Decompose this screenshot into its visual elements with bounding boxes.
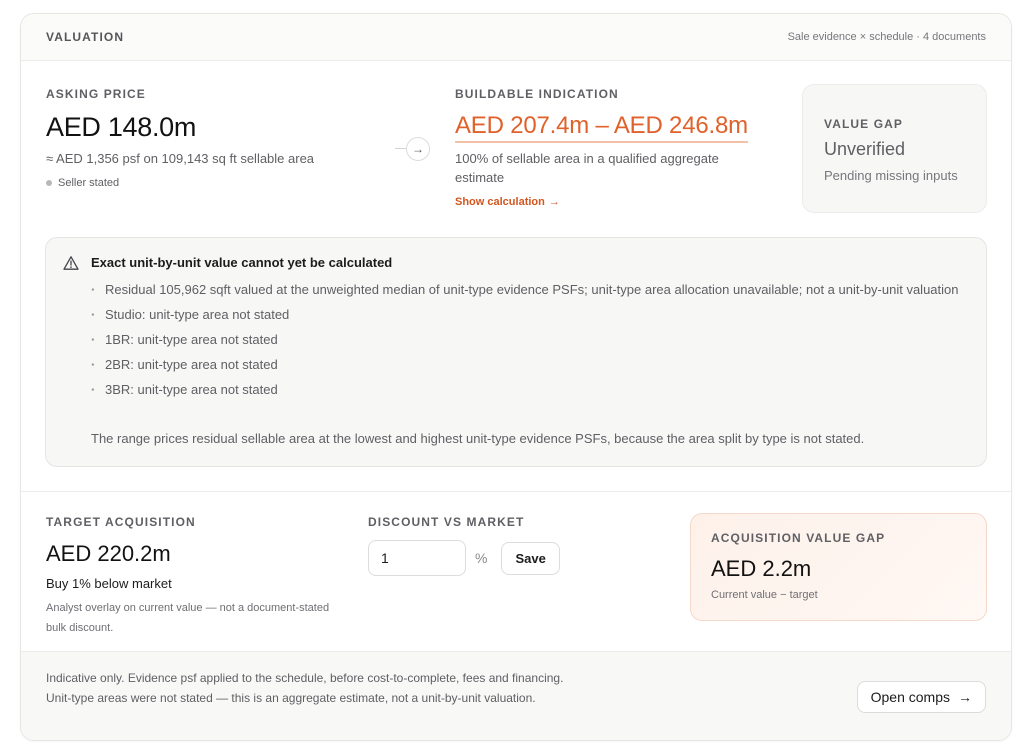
arrow-right-icon: → [406,137,430,161]
list-item: · 1BR: unit-type area not stated [91,329,971,351]
asking-price-source-text: Seller stated [58,177,120,189]
valuation-card [20,13,1012,741]
source-dot-icon [46,180,52,186]
card-meta: Sale evidence × schedule · 4 documents [787,31,986,43]
card-title: VALUATION [46,30,125,44]
asking-price-psf: ≈ AED 1,356 psf on 109,143 sq ft sellable area [46,151,315,166]
acquisition-gap-sub: Current value − target [711,589,818,601]
asking-price-section [46,87,376,189]
buildable-sub: 100% of sellable area in a qualified aggregate estimate [455,151,719,185]
arrow-right-icon: → [548,196,560,208]
buildable-label: BUILDABLE INDICATION [455,87,619,101]
target-acquisition-section [46,515,346,638]
list-item: · 3BR: unit-type area not stated [91,379,971,401]
value-gap-label: VALUE GAP [824,117,904,131]
warning-triangle-icon [63,255,79,271]
show-calculation-label: Show calculation [455,196,545,208]
target-note: Analyst overlay on current value — not a document-stated bulk discount. [46,602,330,634]
show-calculation-link[interactable] [455,196,785,208]
acquisition-gap-value: AED 2.2m [711,556,812,581]
list-item: · Residual 105,962 sqft valued at the unweighted median of unit-type evidence PSFs; unit-type area allocation unavailable; not a unit-by-unit valuation [91,279,971,301]
value-gap-value: Unverified [824,139,906,159]
value-gap-box [802,84,987,213]
discount-section [368,515,588,576]
target-value: AED 220.2m [46,541,171,566]
arrow-right-icon: → [958,689,972,705]
asking-price-label: ASKING PRICE [46,87,146,101]
footer-disclaimer: Indicative only. Evidence psf applied to the schedule, before cost-to-complete, fees and financing. Unit-type areas were not stated — this is an aggregate estimate, not a unit-by-unit valuation. [46,671,564,705]
warning-panel [45,237,987,467]
target-headline: Buy 1% below market [46,576,172,591]
buildable-indication-section [455,87,785,208]
asking-price-value: AED 148.0m [46,112,197,142]
discount-row [368,540,588,576]
buildable-value: AED 207.4m – AED 246.8m [455,112,748,143]
card-header [21,14,1011,61]
warning-list [91,279,971,404]
open-comps-button[interactable] [857,681,986,713]
card-footer [21,651,1011,741]
value-gap-sub: Pending missing inputs [824,168,958,183]
section-divider [21,491,1011,492]
asking-price-source [46,177,376,189]
acquisition-gap-label: ACQUISITION VALUE GAP [711,531,886,545]
discount-label: DISCOUNT VS MARKET [368,515,525,529]
percent-unit: % [475,550,488,566]
warning-title: Exact unit-by-unit value cannot yet be calculated [91,255,393,270]
list-item: · Studio: unit-type area not stated [91,304,971,326]
save-button[interactable]: Save [501,542,559,575]
list-item: · 2BR: unit-type area not stated [91,354,971,376]
warning-note: The range prices residual sellable area at the lowest and highest unit-type evidence PSFs, because the area split by type is not stated. [91,431,865,446]
discount-input[interactable] [368,540,466,576]
open-comps-label: Open comps [870,689,950,705]
target-label: TARGET ACQUISITION [46,515,196,529]
acquisition-value-gap-box [690,513,987,621]
